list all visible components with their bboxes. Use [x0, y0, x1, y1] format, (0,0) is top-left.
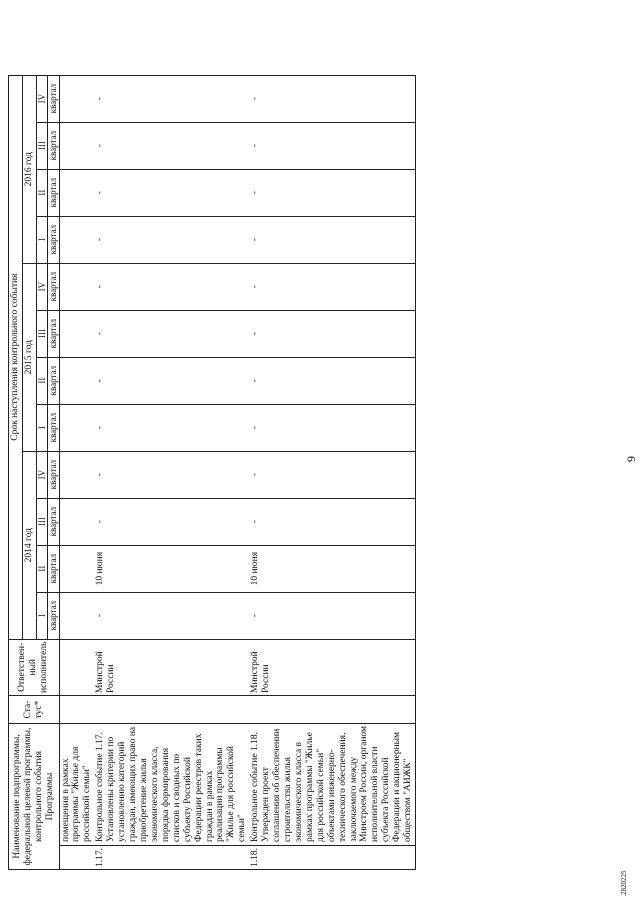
header-year-2016: 2016 год [22, 75, 36, 263]
schedule-cell: - [249, 75, 415, 122]
quarter-number: IV [36, 451, 47, 498]
quarter-label: квартал [48, 545, 59, 592]
schedule-cell [59, 75, 94, 122]
row-number: 1.17. [94, 846, 249, 870]
quarter-number: I [36, 216, 47, 263]
row-status [249, 696, 415, 724]
quarter-label: квартал [48, 122, 59, 169]
table-body [59, 75, 416, 869]
schedule-cell [59, 357, 94, 404]
quarter-label: квартал [48, 404, 59, 451]
quarter-number: III [36, 122, 47, 169]
schedule-cell [59, 216, 94, 263]
quarter-number: II [36, 545, 47, 592]
schedule-cell: 10 июня [94, 545, 249, 592]
row-executor: Минстрой России [94, 639, 249, 695]
quarter-number: IV [36, 75, 47, 122]
schedule-cell [59, 169, 94, 216]
schedule-cell: - [249, 216, 415, 263]
schedule-cell: - [249, 357, 415, 404]
header-status: Ста-тус* [9, 696, 60, 724]
quarter-number: I [36, 404, 47, 451]
schedule-cell [59, 122, 94, 169]
schedule-cell [59, 498, 94, 545]
quarter-label: квартал [48, 169, 59, 216]
header-timeline: Срок наступления контрольного события [9, 75, 23, 639]
schedule-cell [59, 310, 94, 357]
quarter-label: квартал [48, 310, 59, 357]
schedule-cell: - [249, 169, 415, 216]
row-name: Контрольное событие 1.18. Утвержден проект соглашения об обеспечении строительства жилья экономического класса в рамках программы "Жилье для российской семьи" объектами инженерно-технического обеспечения, заключаемого между Минстроем России, органом исполнительной власти субъекта Российской Федерации и акционерным обществом "АИЖК" [249, 724, 415, 846]
header-year-2014: 2014 год [22, 451, 36, 639]
header-year-2015: 2015 год [22, 263, 36, 451]
row-number: 1.18. [249, 846, 415, 870]
schedule-cell: - [94, 169, 249, 216]
quarter-label: квартал [48, 451, 59, 498]
quarter-number: II [36, 357, 47, 404]
schedule-cell: - [249, 404, 415, 451]
schedule-cell: - [249, 122, 415, 169]
schedule-cell: - [94, 498, 249, 545]
schedule-cell: - [94, 216, 249, 263]
document-code: 2820225 [620, 870, 628, 895]
quarter-number: III [36, 310, 47, 357]
row-status [59, 696, 94, 724]
quarter-number: II [36, 169, 47, 216]
quarter-label: квартал [48, 357, 59, 404]
header-name: Наименование подпрограммы, федеральной целевой программы, контрольного события Программы [9, 724, 60, 870]
quarter-label: квартал [48, 498, 59, 545]
schedule-cell: - [249, 310, 415, 357]
row-name: помещения в рамках программы "Жилье для российской семьи" [59, 724, 94, 846]
quarter-number: III [36, 498, 47, 545]
schedule-cell [59, 263, 94, 310]
quarter-label: квартал [48, 263, 59, 310]
schedule-cell: - [249, 263, 415, 310]
schedule-cell: - [94, 263, 249, 310]
schedule-cell: 10 июня [249, 545, 415, 592]
quarter-label: квартал [48, 592, 59, 639]
schedule-cell [59, 451, 94, 498]
quarter-number: IV [36, 263, 47, 310]
schedule-cell: - [94, 310, 249, 357]
page-number: 9 [624, 456, 638, 462]
schedule-cell [59, 404, 94, 451]
row-number [59, 846, 94, 870]
schedule-cell [59, 592, 94, 639]
header-executor: Ответствен-ный исполнитель [9, 639, 60, 695]
schedule-cell: - [94, 75, 249, 122]
quarter-label: квартал [48, 75, 59, 122]
table-row [249, 75, 415, 869]
row-name: Контрольное событие 1.17. Установлены критерии по установлению категорий граждан, имеющих право на приобретение жилья экономического класса, порядка формирования списков и сводных по субъекту Российской Федерации реестров таких граждан в рамках реализации программы "Жилье для российской семьи" [94, 724, 249, 846]
control-events-table [8, 75, 416, 870]
schedule-cell: - [249, 451, 415, 498]
schedule-cell: - [94, 357, 249, 404]
schedule-cell: - [94, 122, 249, 169]
row-executor [59, 639, 94, 695]
table-row [59, 75, 94, 869]
schedule-cell: - [94, 592, 249, 639]
row-executor: Минстрой России [249, 639, 415, 695]
row-status [94, 696, 249, 724]
schedule-cell: - [94, 451, 249, 498]
schedule-cell: - [249, 592, 415, 639]
schedule-cell: - [249, 498, 415, 545]
quarter-number: I [36, 592, 47, 639]
table-row [94, 75, 249, 869]
schedule-cell [59, 545, 94, 592]
schedule-cell: - [94, 404, 249, 451]
quarter-label: квартал [48, 216, 59, 263]
